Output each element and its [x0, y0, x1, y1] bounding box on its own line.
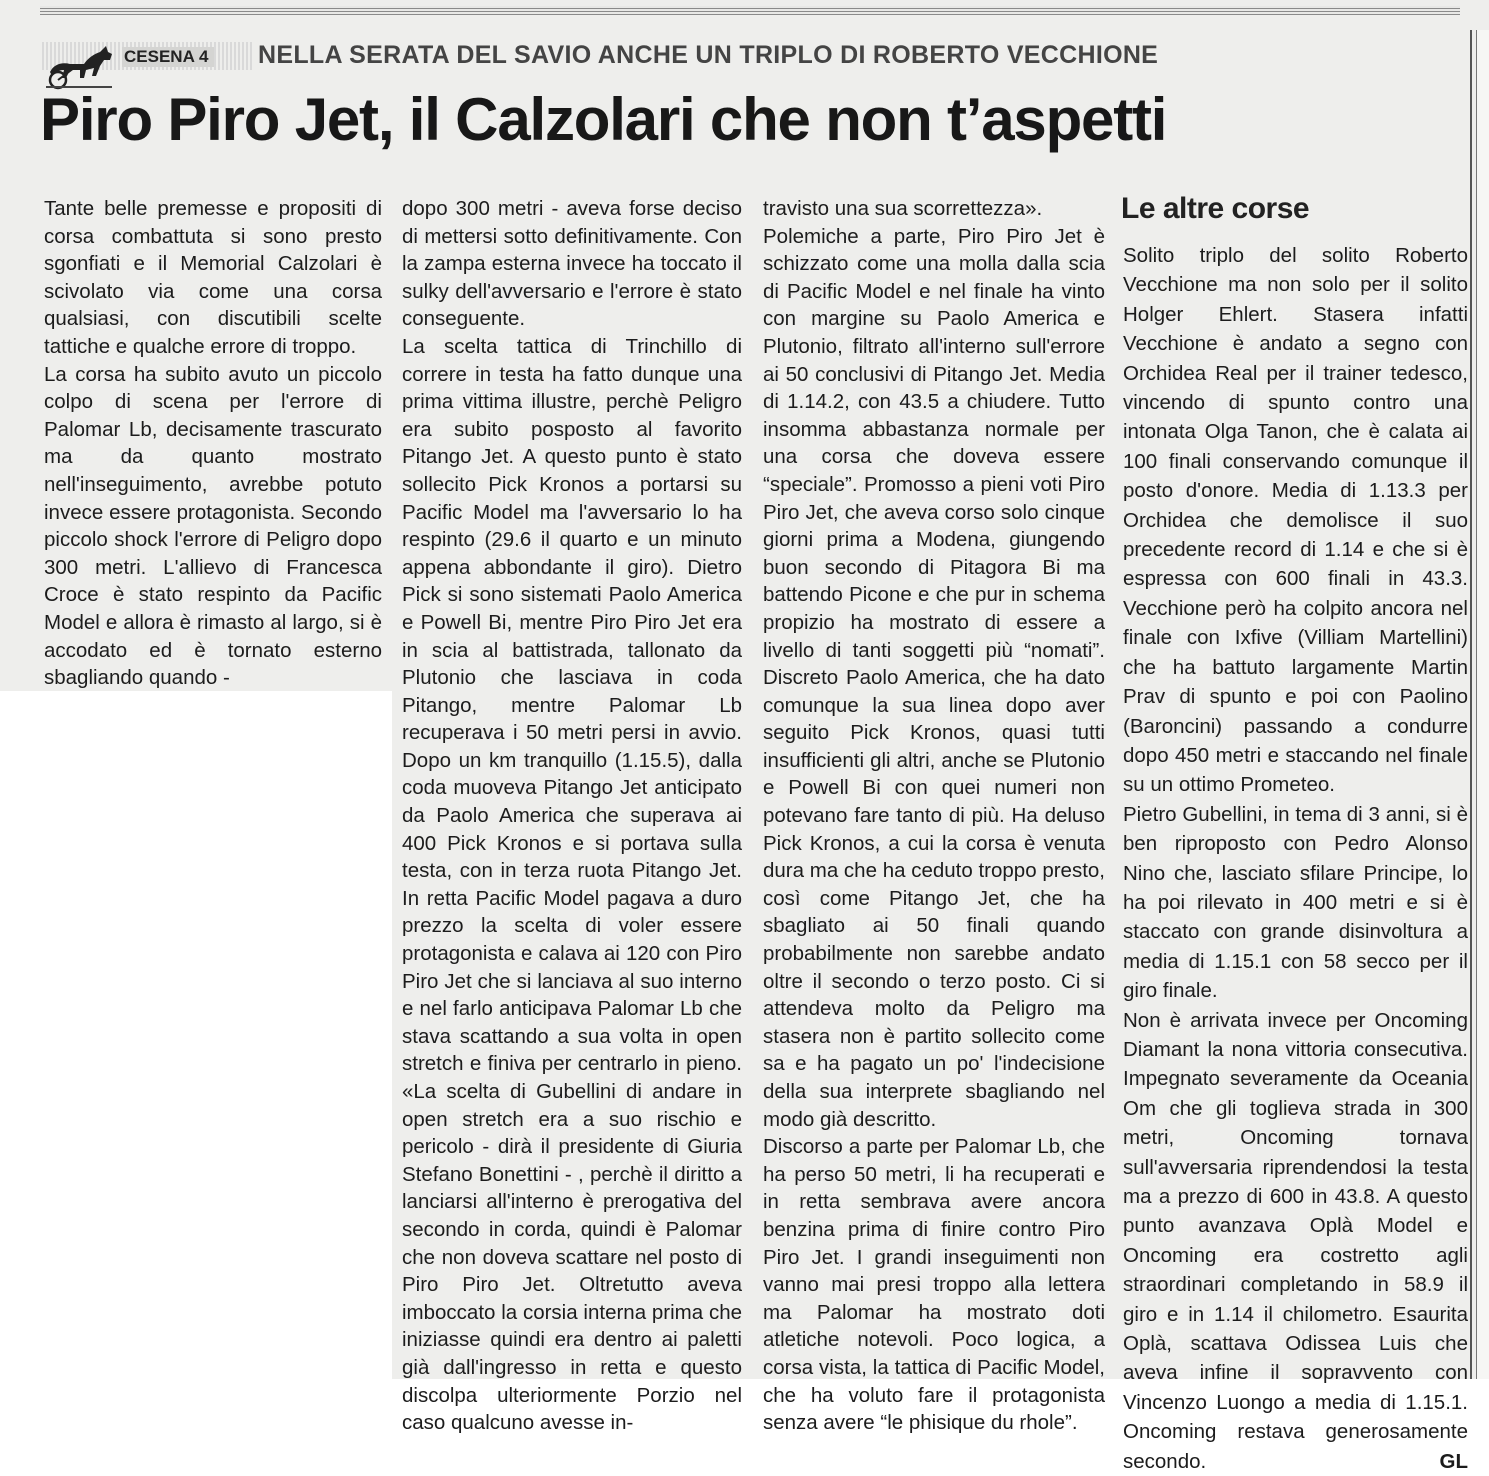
horse-sulky-icon	[44, 42, 116, 90]
paragraph: travisto una sua scorrettezza».	[763, 197, 1043, 220]
sidebar-title: Le altre corse	[1121, 192, 1310, 225]
byline: GL	[1439, 1449, 1468, 1473]
blank-area	[0, 691, 392, 1379]
paragraph: La scelta tattica di Trinchillo di correre in testa ha fatto dunque una prima vittima illustre, perchè Peligro era subito posposto al favorito Pitango Jet. A questo punto è stato sollecito Pick Kronos a portarsi su Pacific Model ma l'avversario lo ha respinto (29.6 il quarto e un minuto appena abbondante il giro). Dietro Pick si sono sistemati Paolo America e Powell Bi, mentre Piro Piro Jet era in scia al battistrada, tallonato da Plutonio che lasciava in coda Pitango, mentre Palomar Lb recuperava i 50 metri persi in avvio. Dopo un km tranquillo (1.15.5), dalla coda muoveva Pitango Jet anticipato da Paolo America che superava ai 400 Pick Kronos e si portava sulla testa, con in terza ruota Pitango Jet. In retta Pacific Model pagava a duro prezzo la scelta di voler essere protagonista e calava ai 120 con Piro Piro Jet che si lanciava al suo interno e nel farlo anticipava Palomar Lb che stava scattando a sua volta in open stretch e finiva per centrarlo in pieno. «La scelta di Gubellini di andare in open stretch era a suo rischio e pericolo - dirà il presidente di Giuria Stefano Bonettini - , perchè il diritto a lanciarsi all'interno è prerogativa del secondo in corda, quindi è Palomar che non doveva scattare nel posto di Piro Piro Jet. Oltretutto aveva imboccato la corsia interna prima che iniziasse quindi era dentro ai paletti già dall'ingresso in retta e questo discolpa ulteriormente Porzio nel caso qualcuno avesse in-	[402, 334, 742, 1435]
article-column-2	[402, 195, 742, 1437]
kicker: NELLA SERATA DEL SAVIO ANCHE UN TRIPLO DI ROBERTO VECCHIONE	[252, 40, 1164, 70]
article-column-4	[1123, 241, 1468, 1476]
paragraph: Discorso a parte per Palomar Lb, che ha perso 50 metri, li ha recuperati e in retta sembrava avere ancora benzina prima di finire contro Piro Piro Jet. I grandi inseguimenti non vanno mai presi troppo alla lettera ma Palomar ha mostrato doti atletiche notevoli. Poco logica, a corsa vista, la tattica di Pacific Model, che ha voluto fare il protagonista senza avere “le phisique du rhole”.	[763, 1135, 1105, 1435]
column-divider	[1470, 30, 1472, 1379]
paragraph: Pietro Gubellini, in tema di 3 anni, si è ben riproposto con Pedro Alonso Nino che, lasciato sfilare Principe, lo ha poi rilevato in 400 metri e si è staccato con grande disinvoltura a media di 1.15.1 con 58 secco per il giro finale.	[1123, 802, 1468, 1003]
paragraph: La corsa ha subito avuto un piccolo colpo di scena per l'errore di Palomar Lb, decisamente trascurato ma da quanto mostrato nell'inseguimento, avrebbe potuto invece essere protagonista. Secondo piccolo shock l'errore di Peligro dopo 300 metri. L'allievo di Francesca Croce è stato respinto da Pacific Model e allora è rimasto al largo, si è accodato ed è tornato esterno sbagliando quando -	[44, 362, 382, 690]
paragraph: Tante belle premesse e propositi di corsa combattuta si sono presto sgonfiati e il Memorial Calzolari è scivolato via come una corsa qualsiasi, con discutibili scelte tattiche e qualche errore di troppo.	[44, 197, 382, 358]
adjacent-article-edge	[1476, 30, 1489, 1379]
paragraph: dopo 300 metri - aveva forse deciso di mettersi sotto definitivamente. Con la zampa esterna invece ha toccato il sulky dell'avversario e l'errore è stato conseguente.	[402, 197, 742, 331]
article-column-1	[44, 195, 382, 692]
paragraph-last	[1123, 1006, 1468, 1476]
section-label: CESENA 4	[122, 47, 214, 67]
paragraph: Polemiche a parte, Piro Piro Jet è schizzato come una molla dalla scia di Pacific Model e nel finale ha vinto con margine su Paolo America e Plutonio, filtrato all'interno sull'errore ai 50 conclusivi di Pitango Jet. Media di 1.14.2, con 43.5 a chiudere. Tutto insomma abbastanza normale per una corsa che doveva essere “speciale”. Promosso a pieni voti Piro Piro Jet, che aveva corso solo cinque giorni prima a Modena, giungendo buon secondo di Pitagora Bi ma battendo Picone e che pur in schema propizio ha mostrato di essere a livello di tanti soggetti più “nomati”. Discreto Paolo America, che ha dato comunque la sua linea dopo aver seguito Pick Kronos, quasi tutti insufficienti gli altri, anche se Plutonio e Powell Bi con quei numeri non potevano fare tanto di più. Ha deluso Pick Kronos, a cui la corsa è venuta dura ma che ha ceduto troppo presto, così come Pitango Jet, che ha sbagliato ai 50 finali quando probabilmente non sarebbe andato oltre il secondo o terzo posto. Ci si attendeva molto da Peligro ma stasera non è partito sollecito come sa e ha pagato un po' l'indecisione della sua interprete sbagliando nel modo già descritto.	[763, 224, 1105, 1131]
article-column-3	[763, 195, 1105, 1437]
paragraph: Solito triplo del solito Roberto Vecchione ma non solo per il solito Holger Ehlert. Stasera infatti Vecchione è andato a segno con Orchidea Real per il trainer tedesco, vincendo di spunto contro una intonata Olga Tanon, che è calata ai 100 finali conservando comunque il posto d'onore. Media di 1.13.3 per Orchidea che demolisce il suo precedente record di 1.14 e che si è espressa con 600 finali in 43.3. Vecchione però ha colpito ancora nel finale con Ixfive (Villiam Martellini) che ha battuto largamente Martin Prav di spunto e poi con Paolino (Baroncini) passando a condurre dopo 450 metri e staccando nel finale su un ottimo Prometeo.	[1123, 244, 1468, 797]
headline: Piro Piro Jet, il Calzolari che non t’aspetti	[40, 86, 1167, 153]
paragraph-text: Non è arrivata invece per Oncoming Diamant la nona vittoria consecutiva. Impegnato severamente da Oceania Om che gli toglieva strada in 300 metri, Oncoming tornava sull'avversaria riprendendosi la testa ma a prezzo di 600 in 43.8. A questo punto avanzava Oplà Model e Oncoming era costretto agli straordinari completando in 58.9 il giro e in 1.14 il chilometro. Esaurita Oplà, scattava Odissea Luis che aveva infine il sopravvento con Vincenzo Luongo a media di 1.15.1. Oncoming restava generosamente secondo.	[1123, 1008, 1468, 1473]
top-rule	[40, 6, 1460, 15]
